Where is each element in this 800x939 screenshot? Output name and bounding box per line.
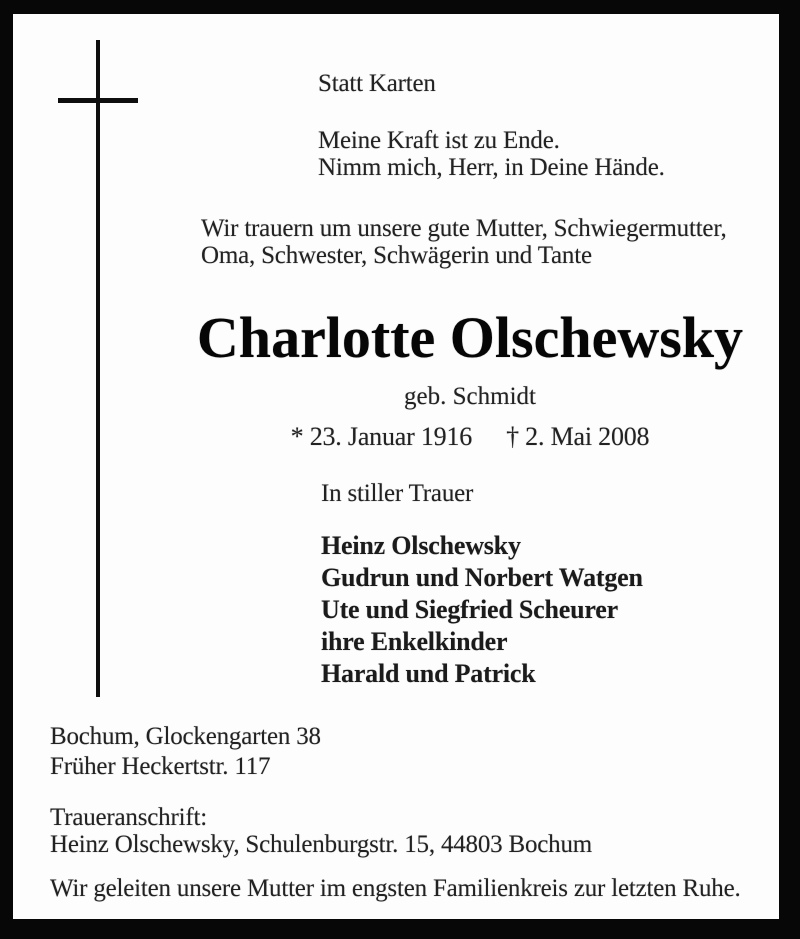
mourning-intro-line-1: Wir trauern um unsere gute Mutter, Schwiegermutter,	[201, 215, 727, 242]
condolence-label: Traueranschrift:	[50, 804, 207, 831]
mourning-intro-line-2: Oma, Schwester, Schwägerin und Tante	[201, 242, 592, 269]
mourner-item: ihre Enkelkinder	[321, 627, 508, 656]
birth-date: * 23. Januar 1916	[290, 422, 473, 451]
mourner-item: Gudrun und Norbert Watgen	[321, 563, 643, 592]
deceased-name: Charlotte Olschewsky	[196, 305, 744, 370]
mourners-list	[321, 530, 643, 690]
statt-karten-label: Statt Karten	[318, 70, 436, 97]
mourner-item: Harald und Patrick	[321, 659, 536, 688]
memorial-verse	[318, 127, 665, 181]
residence-address	[50, 722, 321, 782]
mourning-intro	[201, 215, 727, 269]
verse-line-2: Nimm mich, Herr, in Deine Hände.	[318, 154, 665, 181]
mourner-item: Heinz Olschewsky	[321, 531, 521, 560]
in-mourning-label: In stiller Trauer	[321, 480, 474, 507]
verse-line-1: Meine Kraft ist zu Ende.	[318, 127, 560, 154]
death-date: † 2. Mai 2008	[506, 422, 650, 451]
residence-address-line-1: Bochum, Glockengarten 38	[50, 723, 321, 750]
notice-content-area	[13, 14, 779, 919]
mourner-item: Ute und Siegfried Scheurer	[321, 595, 618, 624]
maiden-name-block	[150, 383, 790, 411]
deceased-name-block	[150, 305, 790, 370]
cross-vertical-bar	[96, 40, 100, 697]
closing-sentence: Wir geleiten unsere Mutter im engsten Familienkreis zur letzten Ruhe.	[50, 875, 741, 902]
maiden-name: geb. Schmidt	[404, 383, 536, 410]
condolence-address: Heinz Olschewsky, Schulenburgstr. 15, 44803 Bochum	[50, 831, 593, 858]
condolence-address-block	[50, 804, 592, 858]
cross-horizontal-bar	[58, 98, 138, 103]
life-dates	[150, 422, 790, 452]
residence-address-line-2: Früher Heckertstr. 117	[50, 753, 271, 780]
